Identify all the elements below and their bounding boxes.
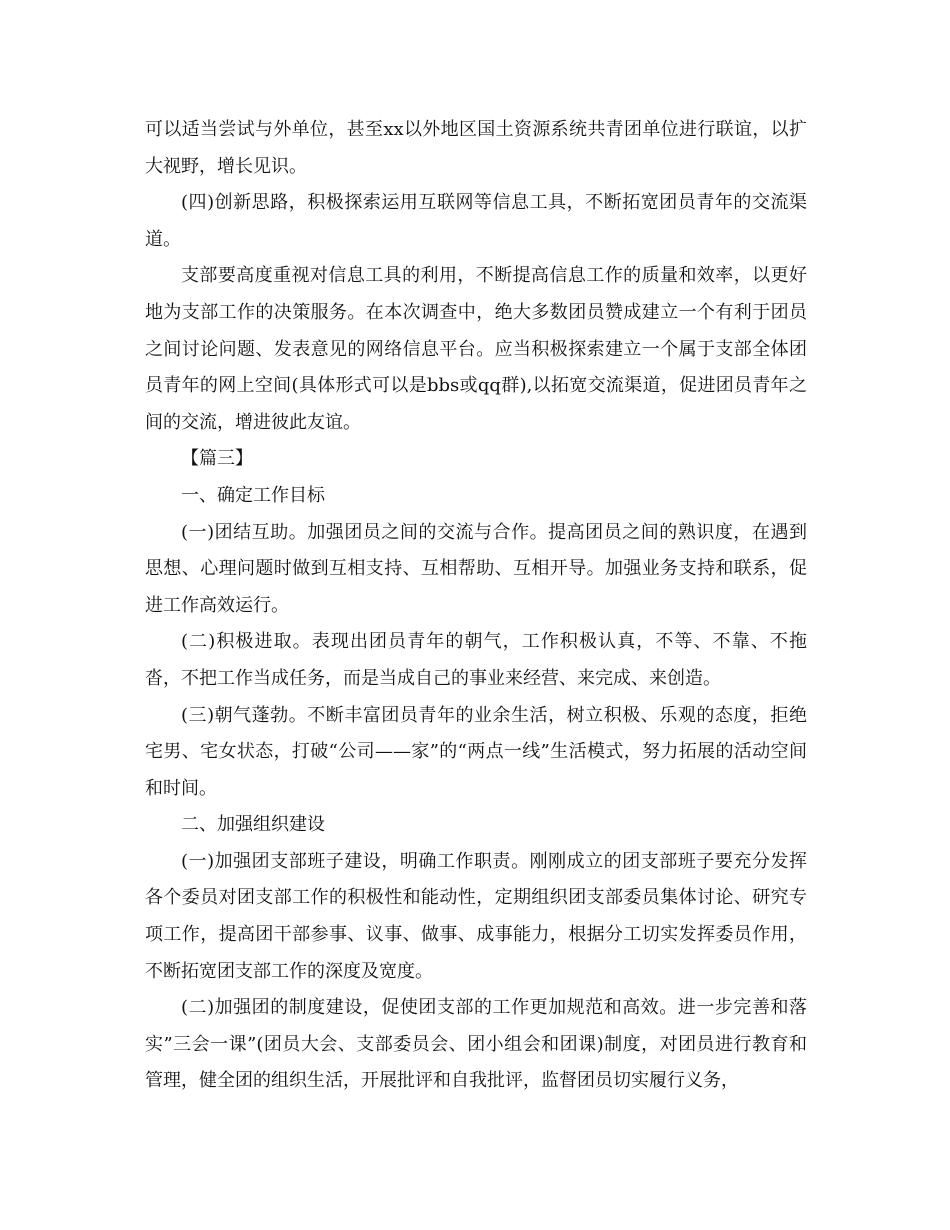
paragraph-unity: (一)团结互助。加强团员之间的交流与合作。提高团员之间的熟识度，在遇到思想、心理问题时做到互相支持、互相帮助、互相开导。加强业务支持和联系，促进工作高效运行。 — [145, 521, 807, 616]
heading-organization: 二、加强组织建设 — [181, 814, 325, 836]
paragraph-team-building: (一)加强团支部班子建设，明确工作职责。刚刚成立的团支部班子要充分发挥各个委员对团支部工作的积极性和能动性，定期组织团支部委员集体讨论、研究专项工作，提高团干部参事、议事、做事、成事能力，根据分工切实发挥委员作用，不断拓宽团支部工作的深度及宽度。 — [145, 850, 807, 982]
paragraph-3: 支部要高度重视对信息工具的利用，不断提高信息工作的质量和效率，以更好地为支部工作的决策服务。在本次调查中，绝大多数团员赞成建立一个有利于团员之间讨论问题、发表意见的网络信息平台。应当积极探索建立一个属于支部全体团员青年的网上空间(具体形式可以是bbs或qq群),以拓宽交流渠道，促进团员青年之间的交流，增进彼此友谊。 — [145, 265, 807, 433]
paragraph-progress: (二)积极进取。表现出团员青年的朝气，工作积极认真，不等、不靠、不拖沓，不把工作当成任务，而是当成自己的事业来经营、来完成、来创造。 — [145, 631, 807, 689]
paragraph-vigor: (三)朝气蓬勃。不断丰富团员青年的业余生活，树立积极、乐观的态度，拒绝宅男、宅女状态，打破“公司——家”的“两点一线”生活模式，努力拓展的活动空间和时间。 — [145, 704, 807, 799]
document-body — [145, 112, 807, 1100]
paragraph-1: 可以适当尝试与外单位，甚至xx以外地区国土资源系统共青团单位进行联谊，以扩大视野，增长见识。 — [145, 119, 807, 177]
paragraph-system-building: (二)加强团的制度建设，促使团支部的工作更加规范和高效。进一步完善和落实”三会一课”(团员大会、支部委员会、团小组会和团课)制度，对团员进行教育和管理，健全团的组织生活，开展批评和自我批评，监督团员切实履行义务， — [145, 997, 807, 1092]
heading-work-goals: 一、确定工作目标 — [181, 484, 325, 506]
paragraph-2: (四)创新思路，积极探索运用互联网等信息工具，不断拓宽团员青年的交流渠道。 — [145, 192, 807, 250]
section-heading-pian-san: 【篇三】 — [181, 448, 253, 470]
